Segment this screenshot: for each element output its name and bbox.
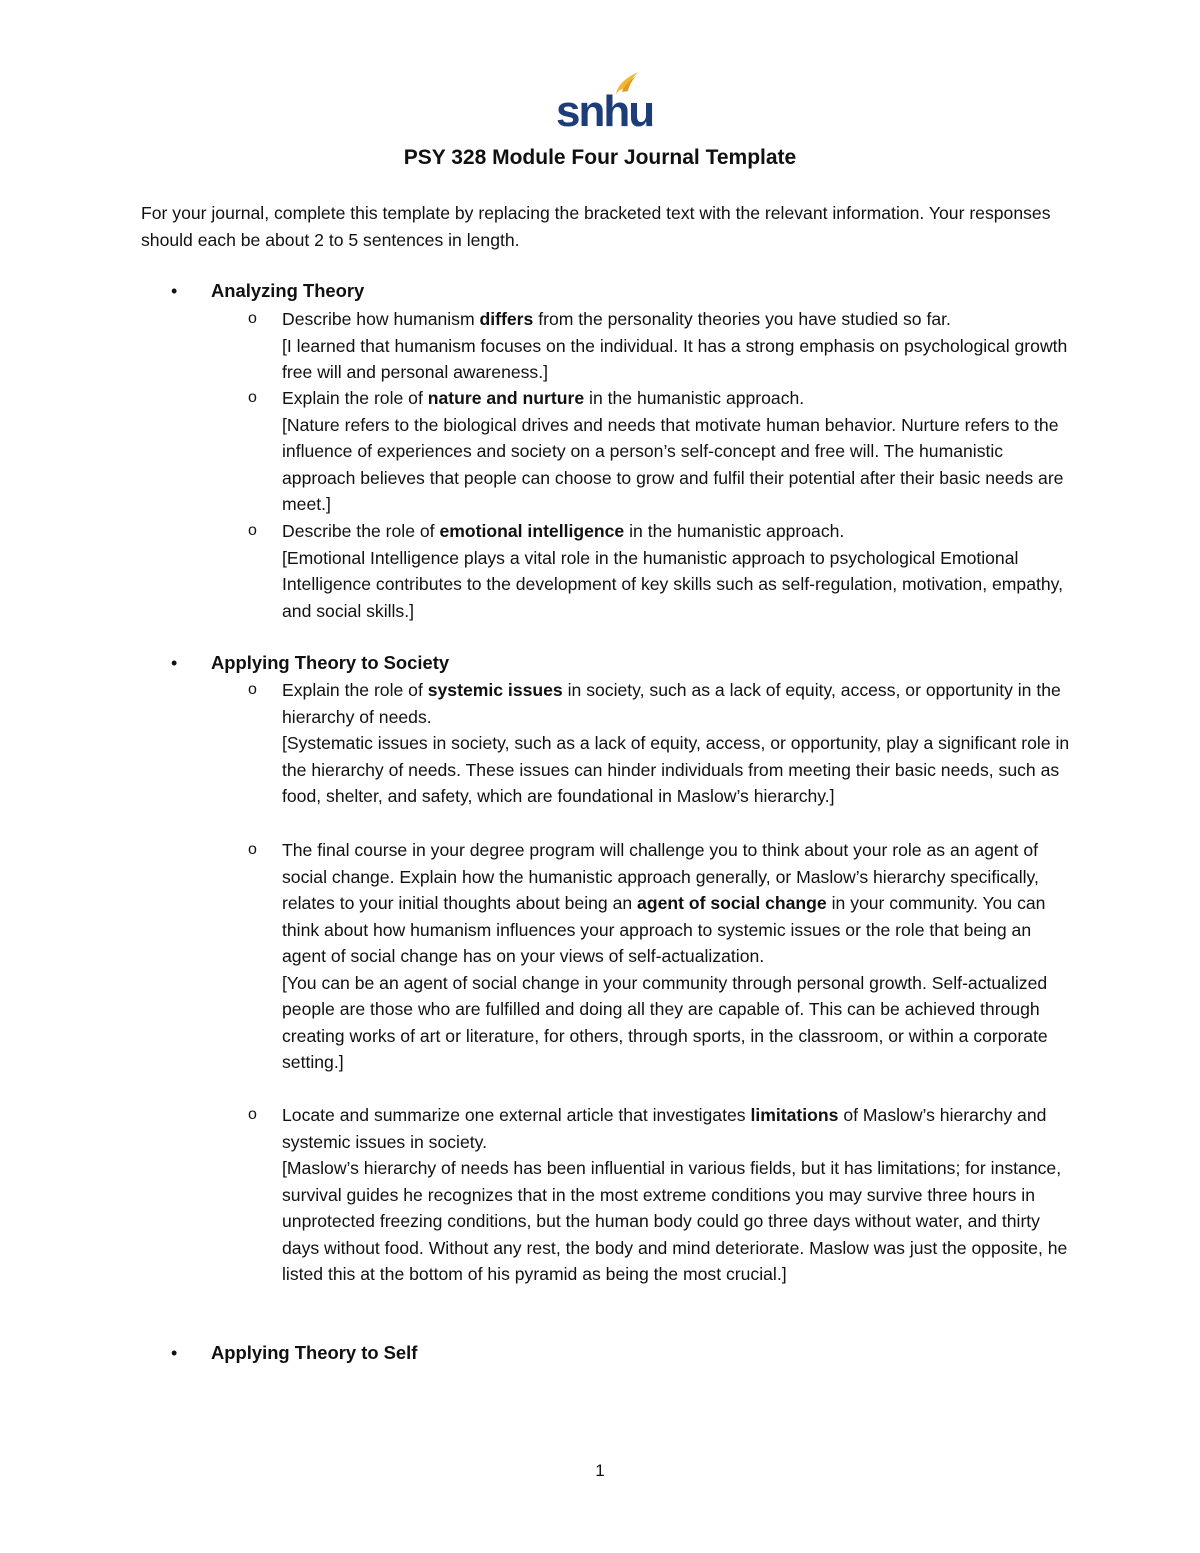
- prompt-keyword: limitations: [750, 1105, 839, 1125]
- section-heading-applying-theory-to-society: Applying Theory to Society: [211, 652, 450, 673]
- sub-bullet-marker: o: [248, 310, 257, 327]
- sub-bullet-marker: o: [248, 389, 257, 406]
- item-response: [Emotional Intelligence plays a vital role in the humanistic approach to psychological Emotional Intelligence contributes to the development of key skills such as self-regulation, motivation, empathy, and social skills.]: [282, 547, 1064, 621]
- journal-item: [282, 306, 1072, 386]
- item-prompt: The final course in your degree program will challenge you to think about your role as an agent of social change. Explain how the humanistic approach generally, or Maslow’s hierarchy specifically, relates to your initial thoughts about being an agent of social change in your community. You can think about how humanism influences your approach to systemic issues or the role that being an agent of social change has on your views of self-actualization.: [282, 840, 1046, 966]
- logo-wordmark: snhu: [556, 87, 654, 136]
- journal-item: [282, 518, 1072, 624]
- item-prompt: Explain the role of nature and nurture in the humanistic approach.: [282, 388, 805, 408]
- item-prompt: Explain the role of systemic issues in society, such as a lack of equity, access, or opportunity in the hierarchy of needs.: [282, 680, 1061, 727]
- sub-bullet-marker: o: [248, 522, 257, 539]
- snhu-logo: [556, 70, 654, 136]
- item-response: [I learned that humanism focuses on the individual. It has a strong emphasis on psychological growth free will and personal awareness.]: [282, 335, 1068, 382]
- sub-bullet-marker: o: [248, 841, 257, 858]
- section-heading-analyzing-theory: Analyzing Theory: [211, 280, 365, 301]
- item-response: [You can be an agent of social change in your community through personal growth. Self-actualized people are those who are fulfilled and doing all they are capable of. This can be achieved through creating works of art or literature, for others, through sports, in the classroom, or within a corporate setting.]: [282, 972, 1048, 1072]
- sub-bullet-marker: o: [248, 681, 257, 698]
- item-response: [Maslow’s hierarchy of needs has been influential in various fields, but it has limitations; for instance, survival guides he recognizes that in the most extreme conditions you may survive three hours in unprotected freezing conditions, but the human body could go three days without water, and thirty days without food. Without any rest, the body and mind deteriorate. Maslow was just the opposite, he listed this at the bottom of his pyramid as being the most crucial.]: [282, 1158, 1068, 1284]
- prompt-keyword: systemic issues: [427, 680, 563, 700]
- item-response: [Systematic issues in society, such as a lack of equity, access, or opportunity, play a significant role in the hierarchy of needs. These issues can hinder individuals from meeting their basic needs, such as food, shelter, and safety, which are foundational in Maslow’s hierarchy.]: [282, 733, 1070, 806]
- item-prompt: Describe the role of emotional intelligence in the humanistic approach.: [282, 521, 845, 541]
- item-prompt: Describe how humanism differs from the personality theories you have studied so far.: [282, 309, 951, 329]
- page-number: 1: [595, 1461, 605, 1480]
- journal-item: [282, 1102, 1072, 1288]
- journal-item: [282, 385, 1072, 518]
- bullet-marker: •: [171, 653, 178, 673]
- prompt-keyword: differs: [479, 309, 534, 329]
- bullet-marker: •: [171, 281, 178, 301]
- intro-paragraph: For your journal, complete this template by replacing the bracketed text with the relevant information. Your responses should each be about 2 to 5 sentences in length.: [141, 203, 1051, 250]
- sub-bullet-marker: o: [248, 1106, 257, 1123]
- page-title: PSY 328 Module Four Journal Template: [403, 146, 797, 169]
- journal-item: [282, 837, 1072, 1076]
- journal-item: [282, 677, 1072, 810]
- section-heading-applying-theory-to-self: Applying Theory to Self: [211, 1342, 418, 1363]
- prompt-keyword: emotional intelligence: [439, 521, 625, 541]
- prompt-keyword: nature and nurture: [427, 388, 585, 408]
- prompt-keyword: agent of social change: [637, 893, 827, 913]
- item-prompt: Locate and summarize one external article that investigates limitations of Maslow’s hierarchy and systemic issues in society.: [282, 1105, 1047, 1152]
- bullet-marker: •: [171, 1343, 178, 1363]
- item-response: [Nature refers to the biological drives and needs that motivate human behavior. Nurture refers to the influence of experiences and society on a person’s self-concept and free will. The humanistic approach believes that people can choose to grow and fulfil their potential after their basic needs are meet.]: [282, 414, 1064, 514]
